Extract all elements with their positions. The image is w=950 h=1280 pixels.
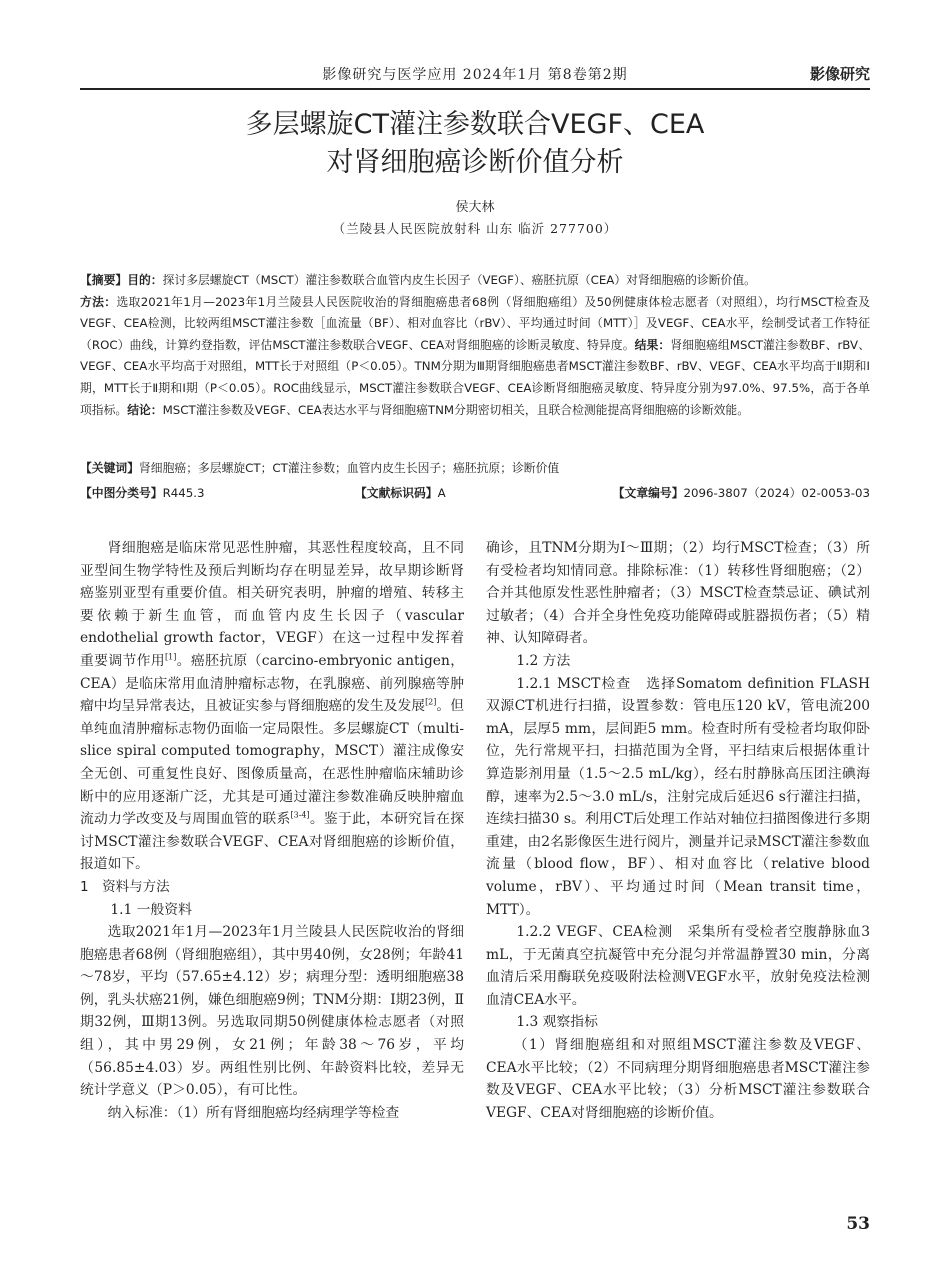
keywords-label: 【关键词】 — [80, 461, 139, 475]
title-line-2: 对肾细胞癌诊断价值分析 — [326, 147, 624, 178]
journal-brand: 影像研究 — [809, 65, 870, 83]
keywords — [80, 459, 870, 476]
body-paragraph: 1.2.2 VEGF、CEA检测 采集所有受检者空腹静脉血3 mL，于无菌真空抗凝管中充分混匀并常温静置30 min，分离血清后采用酶联免疫吸附法检测VEGF水平，放射免疫法检测血清CEA水平。 — [486, 924, 870, 1008]
journal-info: 影像研究与医学应用 2024年1月 第8卷第2期 — [322, 67, 628, 83]
body-paragraph: 1.2.1 MSCT检查 选择Somatom definition FLASH双源CT机进行扫描，设置参数：管电压120 kV，管电流200 mA，层厚5 mm，层间距5 mm。检查时所有受检者均取仰卧位，先行常规平扫，扫描范围为全肾，平扫结束后根据体重计算造影剂用量（1.5～2.5 mL/kg），经右肘静脉高压团注碘海醇，速率为2.5～3.0 mL/s，注射完成后延迟6 s行灌注扫描，连续扫描30 s。利用CT后处理工作站对轴位扫描图像进行多期重建，由2名影像医生进行阅片，测量并记录MSCT灌注参数血流量（blood flow，BF）、相对血容比（relative blood volume，rBV）、平均通过时间（Mean transit time，MTT）。 — [486, 675, 870, 918]
objective-text: 探讨多层螺旋CT（MSCT）灌注参数联合血管内皮生长因子（VEGF）、癌胚抗原（CEA）对肾细胞癌的诊断价值。 — [162, 273, 756, 287]
body-paragraph: 选取2021年1月—2023年1月兰陵县人民医院收治的肾细胞癌患者68例（肾细胞癌组），其中男40例，女28例；年龄41～78岁，平均（57.65±4.12）岁；病理分型：透明细胞癌38例，乳头状癌21例，嫌色细胞癌9例；TNM分期：Ⅰ期23例，Ⅱ期32例，Ⅲ期13例。另选取同期50例健康体检志愿者（对照组），其中男29例，女21例；年龄38～76岁，平均（56.85±4.03）岁。两组性别比例、年龄资料比较，差异无统计学意义（P＞0.05），有可比性。 — [80, 924, 464, 1099]
subsection-heading: 1.2 方法 — [516, 652, 571, 669]
methods-label: 方法： — [80, 294, 117, 309]
right-column — [486, 537, 870, 1124]
header-rule — [80, 88, 870, 90]
citation-1: [1] — [165, 652, 177, 662]
body-paragraph: 纳入标准：（1）所有肾细胞癌均经病理学等检查 — [107, 1104, 400, 1121]
title-line-1: 多层螺旋CT灌注参数联合VEGF、CEA — [245, 109, 705, 140]
citation-2: [2] — [425, 697, 437, 707]
article-title — [80, 106, 870, 182]
conclusion-label: 结论： — [127, 402, 163, 417]
subsection-heading: 1.1 一般资料 — [110, 901, 192, 918]
body-paragraph: （1）肾细胞癌组和对照组MSCT灌注参数及VEGF、CEA水平比较；（2）不同病理分期肾细胞癌患者MSCT灌注参数及VEGF、CEA水平比较；（3）分析MSCT灌注参数联合VEGF、CEA对肾细胞癌的诊断价值。 — [486, 1037, 870, 1121]
subsection-heading: 1.3 观察指标 — [516, 1014, 598, 1031]
author: 侯大林 — [455, 200, 495, 215]
left-column — [80, 537, 464, 1124]
methods-text: 选取2021年1月—2023年1月兰陵县人民医院收治的肾细胞癌患者68例（肾细胞癌组）及50例健康体检志愿者（对照组），均行MSCT检查及VEGF、CEA检测，比较两组MSCT灌注参数［血流量（BF）、相对血容比（rBV）、平均通过时间（MTT）］及VEGF、CEA水平，绘制受试者工作特征（ROC）曲线，计算约登指数，评估MSCT灌注参数联合VEGF、CEA对肾细胞癌的诊断灵敏度、特异度。 — [80, 294, 870, 352]
results-text: 肾细胞癌组MSCT灌注参数BF、rBV、VEGF、CEA水平均高于对照组，MTT长于对照组（P＜0.05）。TNM分期为Ⅲ期肾细胞癌患者MSCT灌注参数BF、rBV、VEGF、CEA水平均高于Ⅱ期和Ⅰ期，MTT长于Ⅱ期和Ⅰ期（P＜0.05）。ROC曲线显示，MSCT灌注参数联合VEGF、CEA诊断肾细胞癌灵敏度、特异度分别为97.0%、97.5%，高于各单项指标。 — [80, 337, 871, 417]
article-meta — [80, 484, 870, 504]
article-number: 【文章编号】2096-3807（2024）02-0053-03 — [612, 486, 870, 500]
section-heading: 1 资料与方法 — [80, 878, 170, 895]
citation-3: [3-4] — [290, 810, 310, 820]
conclusion-text: MSCT灌注参数及VEGF、CEA表达水平与肾细胞癌TNM分期密切相关，且联合检测能提高肾细胞癌的诊断效能。 — [162, 402, 750, 417]
page-number: 53 — [846, 1214, 870, 1234]
abstract-label: 【摘要】 — [80, 273, 128, 287]
running-header — [80, 64, 870, 94]
intro-paragraph: 肾细胞癌是临床常见恶性肿瘤，其恶性程度较高，且不同亚型间生物学特性及预后判断均存在明显差异，故早期诊断肾癌鉴别亚型有重要价值。相关研究表明，肿瘤的增殖、转移主要依赖于新生血管，而血管内皮生长因子（vascular endothelial growth factor，VEGF）在这一过程中发挥着重要调节作用[1]。癌胚抗原（carcino-embryonic antigen，CEA）是临床常用血清肿瘤标志物，在乳腺癌、前列腺癌等肿瘤中均呈异常表达，且被证实参与肾细胞癌的发生及发展[2]。但单纯血清肿瘤标志物仍面临一定局限性。多层螺旋CT（multi-slice spiral computed tomography，MSCT）灌注成像安全无创、可重复性良好、图像质量高，在恶性肿瘤临床辅助诊断中的应用逐渐广泛，尤其是可通过灌注参数准确反映肿瘤血流动力学改变及与周围血管的联系[3-4]。鉴于此，本研究旨在探讨MSCT灌注参数联合VEGF、CEA对肾细胞癌的诊断价值，报道如下。 — [80, 540, 465, 873]
document-code: 【文献标识码】A — [355, 486, 446, 500]
abstract — [80, 270, 870, 421]
body-paragraph: 确诊，且TNM分期为Ⅰ～Ⅲ期；（2）均行MSCT检查；（3）所有受检者均知情同意。排除标准：（1）转移性肾细胞癌；（2）合并其他原发性恶性肿瘤者；（3）MSCT检查禁忌证、碘试剂过敏者；（4）合并全身性免疫功能障碍或脏器损伤者；（5）精神、认知障碍者。 — [486, 540, 870, 647]
objective-label: 目的： — [127, 273, 163, 287]
keywords-text: 肾细胞癌；多层螺旋CT；CT灌注参数；血管内皮生长因子；癌胚抗原；诊断价值 — [139, 461, 560, 475]
clc-number: 【中图分类号】R445.3 — [80, 486, 205, 500]
results-label: 结果： — [634, 337, 671, 352]
affiliation: （兰陵县人民医院放射科 山东 临沂 277700） — [332, 221, 618, 236]
